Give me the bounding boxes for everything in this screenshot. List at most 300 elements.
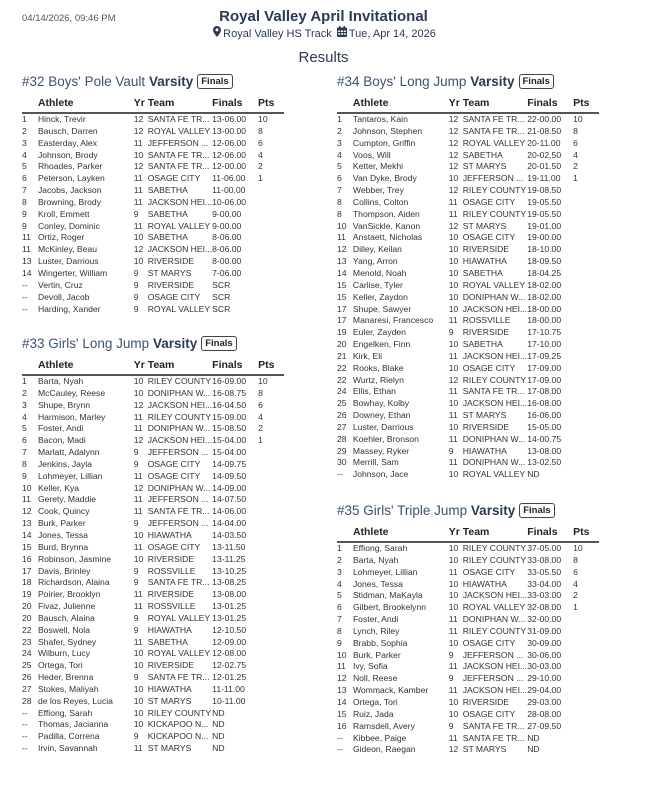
finals-mark: 12-08.00 [212,648,247,659]
col-finals: Finals [527,526,573,542]
meet-info [0,26,647,42]
points [573,256,599,268]
athlete-name: Ruiz, Jada [352,708,394,719]
place: 2 [22,125,27,136]
table-row [22,696,284,708]
col-yr: Yr [134,97,148,113]
table-row [22,150,284,162]
athlete-name: Bausch, Alaina [37,612,95,623]
points: 6 [258,399,263,410]
finals-mark: 14-09.50 [212,470,247,481]
points [258,660,284,672]
points [258,601,284,613]
year: 9 [133,624,139,635]
points [258,648,284,660]
finals-mark: 33-03.00 [527,590,562,601]
year: 10 [133,529,144,540]
year: 11 [133,173,143,184]
team: RIVERSIDE [147,660,195,671]
finals-mark: 12-06.00 [212,149,247,160]
finals-mark: 33-08.00 [527,554,562,565]
athlete-name: Jones, Tessa [37,529,88,540]
table-row [337,268,599,280]
athlete-name: Engelken, Finn [352,339,411,350]
points [258,185,284,197]
points [258,530,284,542]
year: 10 [448,602,459,613]
finals-mark: 20-11.00 [527,137,561,148]
team: OSAGE CITY [147,458,201,469]
points [258,221,284,233]
athlete-name: Massey, Ryker [352,445,410,456]
col-yr: Yr [449,526,463,542]
col-place [337,526,353,542]
year: 11 [133,506,143,517]
place: 3 [22,137,27,148]
team: OSAGE CITY [147,291,201,302]
athlete-name: Manaresi, Francesco [352,315,434,326]
col-pts: Pts [573,97,599,113]
place: 13 [337,256,347,267]
place: 7 [22,185,27,196]
athlete-name: Jacobs, Jackson [37,185,102,196]
place: 15 [337,279,347,290]
place: 12 [337,673,347,684]
year: 11 [448,350,458,361]
year: 10 [448,339,459,350]
event-32-boys-pole-vault [22,73,284,315]
team: OSAGE CITY [462,232,516,243]
table-header [22,97,284,113]
year: 12 [448,744,459,755]
points [573,457,599,469]
year: 10 [448,696,459,707]
place: 27 [22,683,32,694]
finals-mark: ND [212,707,225,718]
team: KICKAPOO N... [147,731,209,742]
year: 11 [448,196,458,207]
team: SABETHA [147,636,188,647]
table-row [337,280,599,292]
year: 10 [448,279,459,290]
table-row [22,197,284,209]
athlete-name: Yang, Arron [352,256,398,267]
col-athlete: Athlete [38,359,134,375]
team: JACKSON HEI... [462,303,528,314]
finals-mark: 11-06.00 [212,173,246,184]
place: 3 [337,137,342,148]
points [573,721,599,733]
team: SANTA FE TR... [147,161,210,172]
place: 5 [337,590,342,601]
finals-mark: 29-10.00 [527,673,562,684]
points [573,733,599,745]
team: JEFFERSON ... [462,649,524,660]
results-table [337,526,599,756]
place: 13 [22,256,32,267]
points [573,351,599,363]
place: 17 [337,303,347,314]
year: 9 [448,720,454,731]
points [258,696,284,708]
athlete-name: Harmison, Marley [37,411,106,422]
points [573,221,599,233]
place: 20 [337,339,347,350]
event-level: Varsity [470,503,516,518]
year: 9 [448,327,454,338]
table-row [337,590,599,602]
points [573,386,599,398]
athlete-name: Ortega, Tori [37,660,83,671]
team: SANTA FE TR... [147,577,210,588]
year: 11 [448,410,458,421]
place: 28 [337,433,347,444]
athlete-name: Fivaz, Julienne [37,601,96,612]
athlete-name: Heder, Brenna [37,672,94,683]
year: 11 [133,541,143,552]
year: 11 [133,601,143,612]
finals-mark: 29-03.00 [527,696,562,707]
points: 10 [573,114,583,124]
place: 7 [22,447,27,458]
year: 11 [133,137,143,148]
year: 9 [133,279,139,290]
team: ROYAL VALLEY [147,303,211,314]
athlete-name: Devoll, Jacob [37,291,90,302]
place: 14 [22,529,32,540]
table-row [337,363,599,375]
points: 8 [573,125,578,136]
team: HIAWATHA [462,578,507,589]
year: 12 [133,114,144,124]
place: 11 [22,244,31,255]
athlete-name: Effiong, Sarah [352,543,408,553]
table-row [22,708,284,720]
place: 8 [337,208,342,219]
year: 12 [448,149,459,160]
athlete-name: Ivy, Sofia [352,661,388,672]
table-row [22,577,284,589]
team: RILEY COUNTY [147,707,212,718]
finals-mark: 20-02.50 [527,149,562,160]
year: 9 [448,649,454,660]
place: 26 [22,672,32,683]
points [573,363,599,375]
table-row [337,469,599,481]
year: 10 [133,707,144,718]
event-name: Boys' Pole Vault [48,74,146,89]
athlete-name: Van Dyke, Brody [352,173,417,184]
year: 11 [448,614,458,625]
event-34-boys-long-jump [337,73,599,481]
year: 11 [133,636,143,647]
table-row [22,554,284,566]
col-place [22,359,38,375]
place: 11 [337,661,346,672]
athlete-name: Cook, Quincy [37,506,90,517]
team: RILEY COUNTY [462,374,527,385]
year: 12 [448,137,459,148]
table-row [337,197,599,209]
finals-mark: 11-11.00 [212,683,245,694]
results-table [337,97,599,481]
points [573,268,599,280]
points [258,244,284,256]
year: 10 [448,232,459,243]
place: 25 [337,398,347,409]
place: 20 [22,601,32,612]
finals-mark: 27-09.50 [527,720,562,731]
athlete-name: Ramsdell, Avery [352,720,415,731]
table-row [337,232,599,244]
table-row [337,126,599,138]
team: SANTA FE TR... [462,386,525,397]
table-row [22,209,284,221]
calendar-icon [337,26,347,42]
table-row [22,530,284,542]
year: 12 [448,185,459,196]
table-header [337,97,599,113]
year: 9 [133,267,139,278]
team: SANTA FE TR... [462,125,525,136]
athlete-name: Tantaros, Kain [352,114,408,124]
team: OSAGE CITY [462,566,516,577]
finals-mark: 17-10.00 [527,339,562,350]
table-row [337,661,599,673]
points [573,614,599,626]
place: 10 [337,649,347,660]
place: 26 [337,410,347,421]
year: 9 [448,445,454,456]
table-row [337,375,599,387]
place: 17 [22,565,32,576]
finals-mark: 15-04.00 [212,435,247,446]
event-level: Varsity [152,336,198,351]
finals-mark: 12-06.00 [212,137,247,148]
athlete-name: Ortiz, Roger [37,232,85,243]
finals-mark: 18-00.00 [527,315,562,326]
table-row [337,567,599,579]
place: 6 [22,435,27,446]
athlete-name: Webber, Trey [352,185,404,196]
points [573,292,599,304]
finals-mark: 10-11.00 [212,695,246,706]
table-row [22,601,284,613]
team: SANTA FE TR... [462,720,525,731]
table-row [337,446,599,458]
finals-mark: 22-00.00 [527,114,562,124]
team: JACKSON HEI... [462,661,528,672]
team: OSAGE CITY [462,637,516,648]
finals-mark: 14-00.75 [527,433,562,444]
athlete-name: Kibbee, Paige [352,732,407,743]
place: 22 [337,362,347,373]
team: ST MARYS [147,695,192,706]
athlete-name: Luster, Darrious [37,256,99,267]
section-title: Results [298,49,349,66]
team: ROSSVILLE [147,565,196,576]
points [573,375,599,387]
points [258,209,284,221]
finals-mark: 33-04.00 [527,578,562,589]
table-row [337,602,599,614]
table-row [22,268,284,280]
table-row [22,518,284,530]
table-row [22,126,284,138]
table-row [337,256,599,268]
year: 11 [133,423,143,434]
athlete-name: Collins, Colton [352,196,409,207]
team: DONIPHAN W... [462,291,526,302]
table-row [337,650,599,662]
place: 9 [22,220,27,231]
event-heading [337,73,599,91]
finals-mark: 7-06.00 [212,267,242,278]
event-name: Girls' Long Jump [48,336,150,351]
team: SABETHA [147,208,188,219]
team: RIVERSIDE [147,553,195,564]
place: 8 [337,625,342,636]
place: 16 [22,553,32,564]
finals-badge: Finals [519,503,554,518]
col-place [22,97,38,113]
athlete-name: Johnson, Stephen [352,125,423,136]
year: 10 [448,267,459,278]
finals-mark: 13-01.25 [212,612,247,623]
team: RIVERSIDE [462,244,510,255]
finals-mark: 14-09.00 [212,482,247,493]
team: SANTA FE TR... [462,114,525,124]
athlete-name: Rhoades, Parker [37,161,103,172]
table-row [22,471,284,483]
col-team: Team [463,526,527,542]
place: 12 [22,506,32,517]
year: 10 [133,553,144,564]
meet-location: Royal Valley HS Track [223,27,332,40]
athlete-name: Keller, Kya [37,482,80,493]
team: DONIPHAN W... [147,387,211,398]
team: SABETHA [462,149,503,160]
place: -- [22,731,28,742]
place: 21 [337,350,347,361]
finals-mark: 17-09.25 [527,350,562,361]
athlete-name: Wurtz, Rielyn [352,374,404,385]
finals-mark: 15-08.50 [212,423,247,434]
finals-mark: 16-06.00 [527,410,562,421]
team: SANTA FE TR... [147,149,210,160]
points: 10 [573,543,583,553]
table-row [337,542,599,555]
points [573,280,599,292]
place: 6 [22,173,27,184]
athlete-name: Ellis, Ethan [352,386,396,397]
table-row [22,719,284,731]
points [258,637,284,649]
year: 11 [133,220,143,231]
table-row [337,161,599,173]
col-finals: Finals [212,97,258,113]
col-yr: Yr [134,359,148,375]
year: 9 [133,731,139,742]
points: 8 [258,387,263,398]
place: 30 [337,457,347,468]
points [573,327,599,339]
finals-mark: 8-06.00 [212,232,242,243]
points [258,731,284,743]
table-row [22,388,284,400]
athlete-name: Jenkins, Jayla [37,458,92,469]
team: JACKSON HEI... [147,196,213,207]
event-number: #33 [22,336,45,351]
col-team: Team [463,97,527,113]
year: 12 [448,114,459,124]
col-team: Team [148,359,212,375]
finals-mark: ND [527,732,540,743]
finals-mark: 13-06.00 [212,114,247,124]
athlete-name: Bowhay, Kolby [352,398,410,409]
team: DONIPHAN W... [147,482,211,493]
table-row [22,542,284,554]
place: 11 [337,232,346,243]
finals-mark: 8-06.00 [212,244,242,255]
year: 10 [448,362,459,373]
year: 10 [448,637,459,648]
place: 13 [337,685,347,696]
finals-mark: ND [212,743,225,754]
finals-mark: 19-05.50 [527,196,562,207]
athlete-name: Noll, Reese [352,673,398,684]
team: DONIPHAN W... [462,614,526,625]
finals-mark: 9-00.00 [212,208,242,219]
team: JACKSON HEI... [147,399,213,410]
col-yr: Yr [449,97,463,113]
event-heading [337,502,599,520]
year: 12 [448,125,459,136]
team: OSAGE CITY [147,541,201,552]
team: ST MARYS [147,267,192,278]
table-row [337,113,599,126]
points [573,398,599,410]
athlete-name: Stokes, Maliyah [37,683,99,694]
year: 11 [448,625,458,636]
athlete-name: Thomas, Jacianna [37,719,109,730]
athlete-name: Barta, Nyah [37,376,84,386]
team: JACKSON HEI... [462,590,528,601]
finals-mark: 14-04.00 [212,518,247,529]
points: 1 [258,435,263,446]
athlete-name: Lohmeyer, Lillian [37,470,103,481]
year: 9 [133,565,139,576]
team: SABETHA [462,267,503,278]
place: 14 [337,696,347,707]
athlete-name: Barta, Nyah [352,554,399,565]
col-team: Team [148,97,212,113]
athlete-name: Richardson, Alaina [37,577,110,588]
place: 15 [337,708,347,719]
finals-mark: 18-00.00 [527,303,562,314]
team: JACKSON HEI... [462,350,528,361]
team: ST MARYS [147,743,192,754]
team: JEFFERSON ... [462,673,524,684]
event-level: Varsity [470,74,515,89]
year: 11 [133,185,143,196]
year: 11 [448,457,458,468]
col-finals: Finals [212,359,258,375]
year: 9 [133,303,139,314]
finals-mark: ND [212,731,225,742]
athlete-name: Hinck, Trevir [37,114,86,124]
team: ROYAL VALLEY [147,648,211,659]
